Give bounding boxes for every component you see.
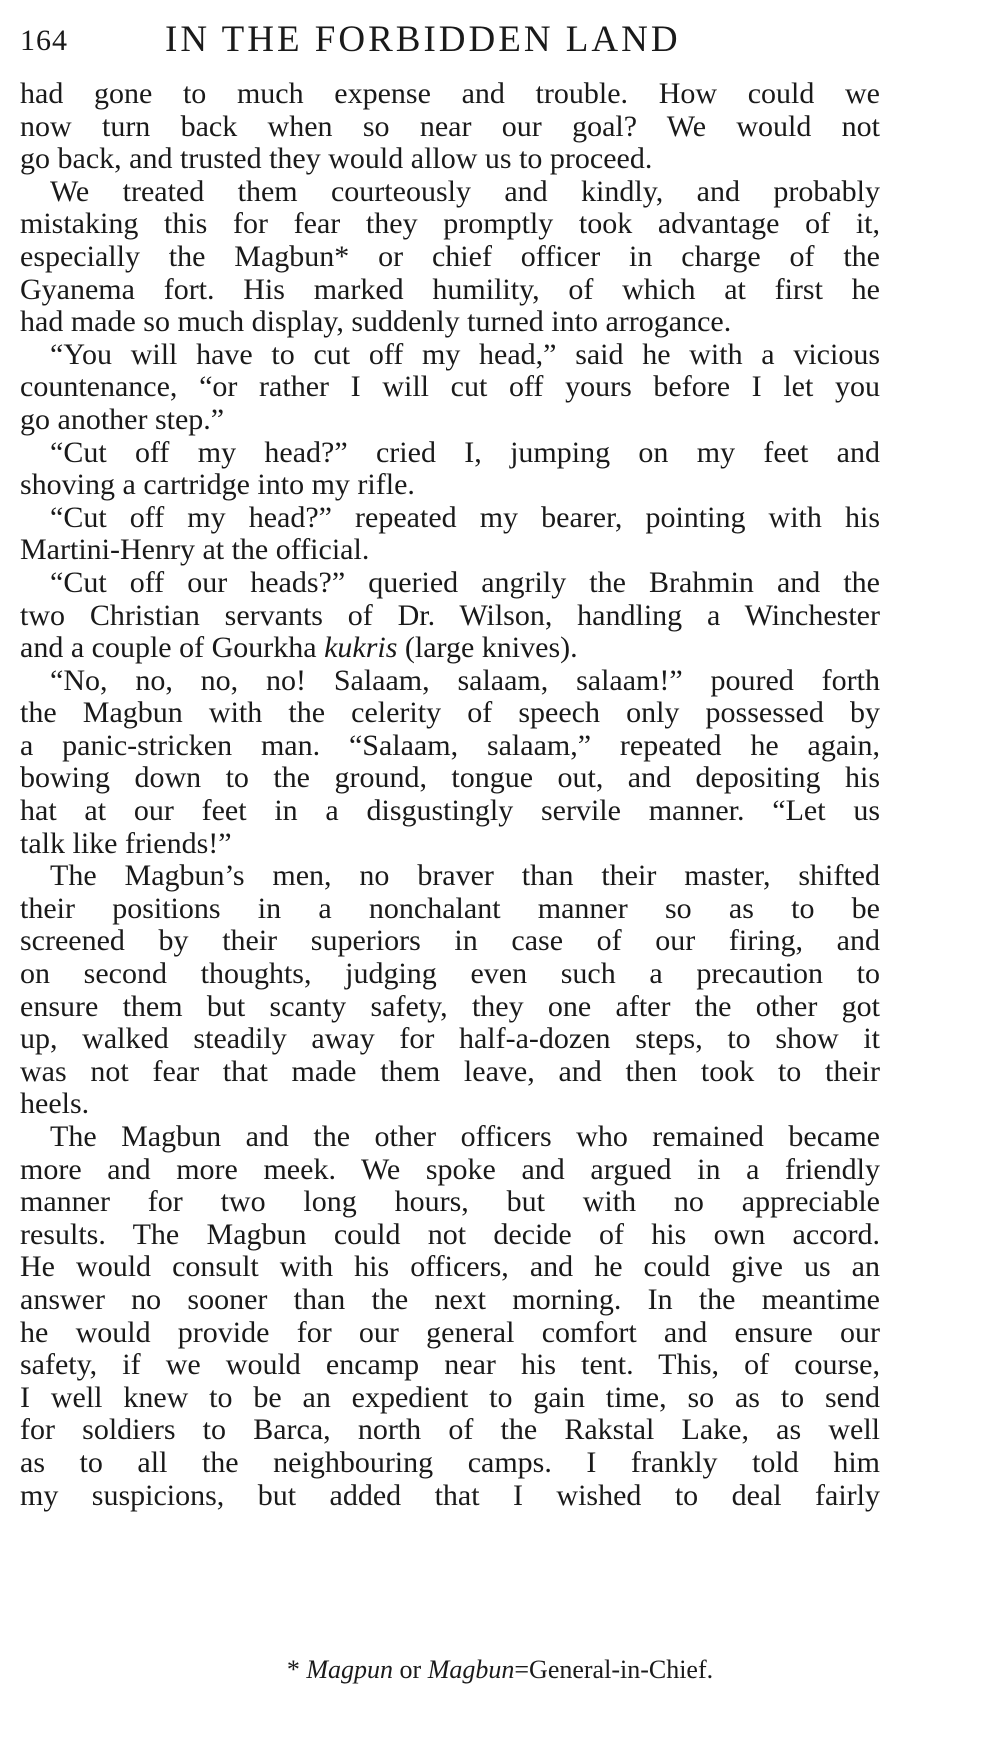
text-line: heels.: [20, 1087, 90, 1121]
text-line: Gyanema fort. His marked humility, of which at first he: [20, 272, 880, 306]
text-line: a panic-stricken man. “Salaam, salaam,” repeated he again,: [20, 728, 880, 762]
text-line: “No, no, no, no! Salaam, salaam, salaam!” poured forth: [50, 663, 880, 697]
text-line: “Cut off my head?” cried I, jumping on my feet and: [50, 435, 880, 469]
text-line: results. The Magbun could not decide of his own accord.: [20, 1217, 880, 1251]
text-line: especially the Magbun* or chief officer in charge of the: [20, 239, 880, 273]
text-line: Martini-Henry at the official.: [20, 533, 370, 567]
text-line: now turn back when so near our goal? We would not: [20, 109, 880, 143]
body-text: [20, 78, 880, 1512]
text-line: their positions in a nonchalant manner so as to be: [20, 891, 880, 925]
text-line: had gone to much expense and trouble. How could we: [20, 77, 880, 110]
footnote-term-magpun: Magpun: [306, 1655, 394, 1684]
footnote-term-magbun: Magbun: [427, 1655, 515, 1684]
text-line: shoving a cartridge into my rifle.: [20, 468, 415, 502]
text-line: screened by their superiors in case of our firing, and: [20, 924, 880, 958]
text-line: talk like friends!”: [20, 826, 232, 860]
text-line: up, walked steadily away for half-a-dozen steps, to show it: [20, 1022, 880, 1056]
text-line: had made so much display, suddenly turned into arrogance.: [20, 305, 732, 339]
text-line: ensure them but scanty safety, they one after the other got: [20, 989, 880, 1023]
footnote-definition: General-in-Chief.: [529, 1655, 714, 1684]
text-line: safety, if we would encamp near his tent. This, of course,: [20, 1348, 880, 1382]
text-line: go another step.”: [20, 402, 225, 436]
page-header: [20, 18, 880, 68]
text-line: I well knew to be an expedient to gain time, so as to send: [20, 1380, 880, 1414]
text-line: two Christian servants of Dr. Wilson, handling a Winchester: [20, 598, 880, 632]
text-line: answer no sooner than the next morning. In the meantime: [20, 1282, 880, 1316]
footnote-connector: or: [399, 1655, 422, 1684]
text-line: We treated them courteously and kindly, and probably: [50, 174, 880, 208]
text-line: more and more meek. We spoke and argued in a friendly: [20, 1152, 880, 1186]
italic-word: kukris: [324, 631, 398, 665]
text-line: for soldiers to Barca, north of the Rakstal Lake, as well: [20, 1413, 880, 1447]
text-line: go back, and trusted they would allow us to proceed.: [20, 142, 653, 176]
text-line: as to all the neighbouring camps. I frankly told him: [20, 1445, 880, 1479]
footnote: [0, 1655, 1000, 1685]
footnote-equals: =: [514, 1655, 530, 1684]
text-line: on second thoughts, judging even such a precaution to: [20, 957, 880, 991]
text-line: he would provide for our general comfort and ensure our: [20, 1315, 880, 1349]
footnote-marker: *: [286, 1655, 300, 1684]
text-line: countenance, “or rather I will cut off yours before I let you: [20, 370, 880, 404]
text-line: The Magbun’s men, no braver than their master, shifted: [50, 859, 880, 893]
page-number: 164: [20, 24, 68, 57]
text-line: and a couple of Gourkha kukris (large knives).: [20, 631, 578, 665]
text-line: was not fear that made them leave, and then took to their: [20, 1054, 880, 1088]
text-line: the Magbun with the celerity of speech only possessed by: [20, 696, 880, 730]
running-title: IN THE FORBIDDEN LAND: [165, 19, 681, 60]
text-line: manner for two long hours, but with no appreciable: [20, 1185, 880, 1219]
text-line: my suspicions, but added that I wished to deal fairly: [20, 1478, 880, 1512]
text-line: mistaking this for fear they promptly took advantage of it,: [20, 207, 880, 241]
text-line: The Magbun and the other officers who remained became: [50, 1120, 880, 1153]
text-line: bowing down to the ground, tongue out, and depositing his: [20, 761, 880, 795]
text-line: “You will have to cut off my head,” said he with a vicious: [50, 337, 880, 371]
text-line: “Cut off our heads?” queried angrily the Brahmin and the: [50, 565, 880, 599]
text-line: He would consult with his officers, and he could give us an: [20, 1250, 880, 1284]
text-line: “Cut off my head?” repeated my bearer, pointing with his: [50, 500, 880, 534]
text-line: hat at our feet in a disgustingly servile manner. “Let us: [20, 794, 880, 828]
